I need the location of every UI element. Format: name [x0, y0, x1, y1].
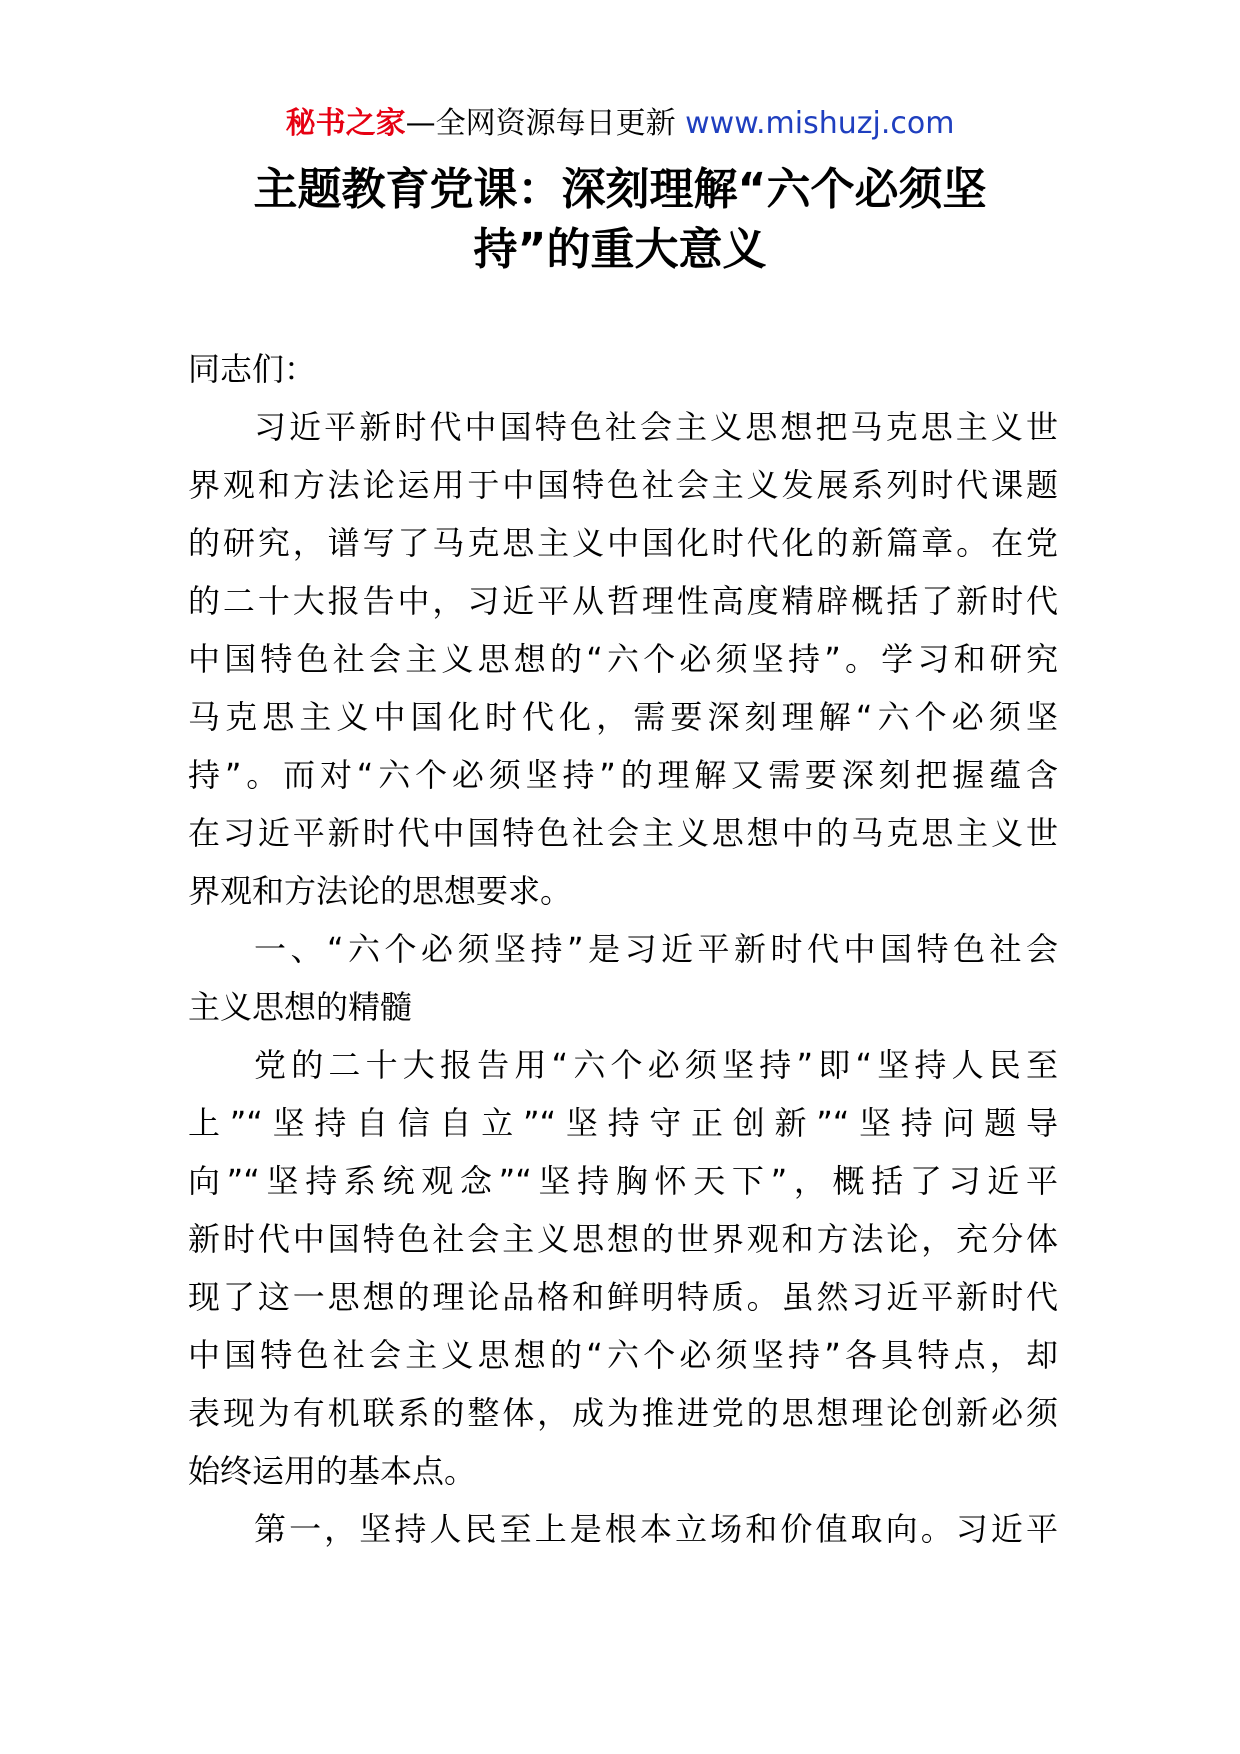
- document-title: [0, 160, 1240, 280]
- section-heading: 主义思想的精髓: [188, 988, 413, 1026]
- document-body: [188, 340, 1058, 1558]
- body-line: 习近平新时代中国特色社会主义思想把马克思主义世: [254, 408, 1058, 446]
- body-line: 界观和方法论运用于中国特色社会主义发展系列时代课题: [188, 466, 1058, 504]
- body-line: 党的二十大报告用“六个必须坚持”即“坚持人民至: [254, 1046, 1058, 1084]
- body-line: 第一，坚持人民至上是根本立场和价值取向。习近平: [254, 1510, 1058, 1548]
- body-line: 始终运用的基本点。: [188, 1452, 477, 1490]
- body-line: 上”“坚持自信自立”“坚持守正创新”“坚持问题导: [188, 1104, 1058, 1142]
- body-line: 中国特色社会主义思想的“六个必须坚持”。学习和研究: [188, 640, 1058, 678]
- body-line: 新时代中国特色社会主义思想的世界观和方法论，充分体: [188, 1220, 1058, 1258]
- body-line: 的研究，谱写了马克思主义中国化时代化的新篇章。在党: [188, 524, 1058, 562]
- brand-name: 秘书之家: [285, 106, 406, 141]
- title-line-1: 主题教育党课：深刻理解“六个必须坚: [253, 164, 987, 215]
- body-line: 的二十大报告中，习近平从哲理性高度精辟概括了新时代: [188, 582, 1058, 620]
- section-heading: 一、“六个必须坚持”是习近平新时代中国特色社会: [254, 930, 1058, 968]
- body-line: 向”“坚持系统观念”“坚持胸怀天下”，概括了习近平: [188, 1162, 1058, 1200]
- body-line: 现了这一思想的理论品格和鲜明特质。虽然习近平新时代: [188, 1278, 1058, 1316]
- greeting: 同志们：: [188, 350, 317, 388]
- body-line: 表现为有机联系的整体，成为推进党的思想理论创新必须: [188, 1394, 1058, 1432]
- title-line-2: 持”的重大意义: [473, 224, 767, 275]
- site-url-link[interactable]: www.mishuzj.com: [685, 106, 955, 141]
- body-line: 持”。而对“六个必须坚持”的理解又需要深刻把握蕴含: [188, 756, 1058, 794]
- body-line: 界观和方法论的思想要求。: [188, 872, 573, 910]
- body-line: 在习近平新时代中国特色社会主义思想中的马克思主义世: [188, 814, 1058, 852]
- body-line: 马克思主义中国化时代化，需要深刻理解“六个必须坚: [188, 698, 1058, 736]
- header-tagline: —全网资源每日更新: [405, 106, 676, 141]
- site-header: [0, 102, 1240, 146]
- body-line: 中国特色社会主义思想的“六个必须坚持”各具特点，却: [188, 1336, 1058, 1374]
